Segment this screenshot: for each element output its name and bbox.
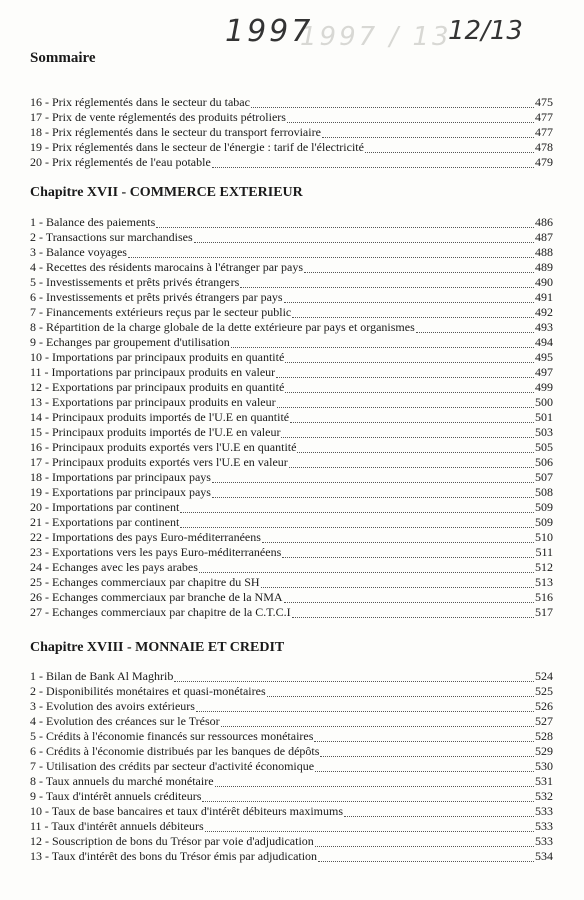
toc-entry — [30, 530, 553, 545]
toc-entry-title: 3 - Evolution des avoirs extérieurs — [30, 699, 195, 713]
toc-entry — [30, 275, 553, 290]
dot-leader — [174, 672, 534, 682]
toc-entry-page: 508 — [535, 485, 553, 499]
toc-entry — [30, 575, 553, 590]
toc-entry — [30, 669, 553, 684]
toc-entry-title: 11 - Taux d'intérêt annuels débiteurs — [30, 819, 204, 833]
toc-entry-title: 19 - Prix réglementés dans le secteur de l'énergie : tarif de l'électricité — [30, 140, 364, 154]
toc-entry — [30, 155, 553, 170]
toc-entry-title: 16 - Prix réglementés dans le secteur du tabac — [30, 95, 250, 109]
toc-entry — [30, 515, 553, 530]
dot-leader — [315, 837, 534, 847]
chapter-heading-monnaie: Chapitre XVIII - MONNAIE ET CREDIT — [30, 640, 285, 655]
toc-entry-page: 491 — [535, 290, 553, 304]
toc-entry — [30, 819, 553, 834]
toc-entry-title: 23 - Exportations vers les pays Euro-méditerranéens — [30, 545, 282, 559]
toc-entry-page: 528 — [535, 729, 553, 743]
toc-entry-title: 20 - Prix réglementés de l'eau potable — [30, 155, 211, 169]
toc-entry-title: 27 - Echanges commerciaux par chapitre de la C.T.C.I — [30, 605, 291, 619]
toc-entry — [30, 215, 553, 230]
page-title: Sommaire — [30, 50, 96, 66]
toc-entry-title: 18 - Prix réglementés dans le secteur du transport ferroviaire — [30, 125, 321, 139]
toc-entry-page: 507 — [535, 470, 553, 484]
toc-entry-page: 526 — [535, 699, 553, 713]
toc-entry-page: 530 — [535, 759, 553, 773]
bleed-through-marks: 1997 / 13 — [300, 22, 452, 52]
toc-entry — [30, 260, 553, 275]
toc-entry-title: 6 - Crédits à l'économie distribués par les banques de dépôts — [30, 744, 320, 758]
chapter-heading-commerce: Chapitre XVII - COMMERCE EXTERIEUR — [30, 185, 303, 200]
toc-entry — [30, 774, 553, 789]
handwritten-year: 1997 — [225, 14, 314, 49]
toc-entry-title: 1 - Bilan de Bank Al Maghrib — [30, 669, 174, 683]
toc-entry — [30, 440, 553, 455]
toc-entry-page: 532 — [535, 789, 553, 803]
toc-entry-page: 486 — [535, 215, 553, 229]
toc-entry — [30, 395, 553, 410]
toc-entry-page: 534 — [535, 849, 553, 863]
toc-entry-page: 509 — [535, 500, 553, 514]
toc-entry-title: 7 - Financements extérieurs reçus par le secteur public — [30, 305, 292, 319]
toc-entry — [30, 834, 553, 849]
toc-entry — [30, 605, 553, 620]
toc-list-prices — [30, 95, 553, 170]
toc-entry-title: 5 - Crédits à l'économie financés sur ressources monétaires — [30, 729, 314, 743]
toc-entry-title: 3 - Balance voyages — [30, 245, 127, 259]
dot-leader — [231, 338, 534, 348]
toc-entry — [30, 590, 553, 605]
dot-leader — [292, 308, 534, 318]
dot-leader — [289, 458, 534, 468]
toc-entry-page: 475 — [535, 95, 553, 109]
toc-entry — [30, 350, 553, 365]
dot-leader — [344, 807, 534, 817]
toc-entry — [30, 125, 553, 140]
toc-entry — [30, 455, 553, 470]
toc-entry-title: 20 - Importations par continent — [30, 500, 180, 514]
toc-entry-page: 527 — [535, 714, 553, 728]
toc-entry-page: 500 — [535, 395, 553, 409]
toc-entry-page: 533 — [535, 834, 553, 848]
toc-entry-page: 517 — [535, 605, 553, 619]
toc-entry-page: 524 — [535, 669, 553, 683]
toc-entry-page: 490 — [535, 275, 553, 289]
dot-leader — [221, 717, 534, 727]
dot-leader — [322, 128, 534, 138]
dot-leader — [284, 293, 534, 303]
toc-entry-title: 24 - Echanges avec les pays arabes — [30, 560, 198, 574]
toc-entry-title: 15 - Principaux produits importés de l'U.E en valeur — [30, 425, 281, 439]
toc-entry-page: 529 — [535, 744, 553, 758]
toc-entry-page: 513 — [535, 575, 553, 589]
dot-leader — [128, 248, 534, 258]
toc-entry — [30, 380, 553, 395]
toc-entry-title: 9 - Echanges par groupement d'utilisation — [30, 335, 230, 349]
toc-entry-page: 516 — [535, 590, 553, 604]
toc-entry — [30, 365, 553, 380]
toc-entry-title: 13 - Exportations par principaux produits en valeur — [30, 395, 276, 409]
toc-list-commerce — [30, 215, 553, 620]
dot-leader — [416, 323, 534, 333]
toc-entry-title: 10 - Importations par principaux produits en quantité — [30, 350, 285, 364]
toc-entry-page: 479 — [535, 155, 553, 169]
dot-leader — [251, 98, 534, 108]
toc-entry-title: 9 - Taux d'intérêt annuels créditeurs — [30, 789, 202, 803]
dot-leader — [314, 732, 534, 742]
toc-entry-title: 21 - Exportations par continent — [30, 515, 180, 529]
toc-entry-title: 4 - Recettes des résidents marocains à l'étranger par pays — [30, 260, 304, 274]
dot-leader — [304, 263, 534, 273]
toc-entry-title: 4 - Evolution des créances sur le Trésor — [30, 714, 220, 728]
toc-entry-page: 487 — [535, 230, 553, 244]
dot-leader — [205, 822, 534, 832]
toc-entry — [30, 699, 553, 714]
toc-entry — [30, 804, 553, 819]
toc-entry-title: 11 - Importations par principaux produits en valeur — [30, 365, 276, 379]
toc-entry — [30, 729, 553, 744]
toc-entry — [30, 500, 553, 515]
toc-entry — [30, 110, 553, 125]
toc-entry-title: 12 - Souscription de bons du Trésor par voie d'adjudication — [30, 834, 314, 848]
toc-entry-page: 512 — [535, 560, 553, 574]
toc-entry — [30, 744, 553, 759]
dot-leader — [276, 368, 534, 378]
dot-leader — [285, 353, 534, 363]
toc-entry-title: 17 - Prix de vente réglementés des produits pétroliers — [30, 110, 286, 124]
toc-entry — [30, 470, 553, 485]
toc-entry-page: 525 — [535, 684, 553, 698]
toc-entry — [30, 245, 553, 260]
toc-entry-title: 8 - Répartition de la charge globale de la dette extérieure par pays et organismes — [30, 320, 415, 334]
toc-entry-page: 511 — [535, 545, 553, 559]
dot-leader — [290, 413, 534, 423]
dot-leader — [315, 762, 534, 772]
dot-leader — [297, 443, 534, 453]
toc-entry-title: 16 - Principaux produits exportés vers l'U.E en quantité — [30, 440, 297, 454]
toc-entry — [30, 849, 553, 864]
toc-list-monnaie — [30, 669, 553, 864]
toc-entry-page: 497 — [535, 365, 553, 379]
toc-entry — [30, 759, 553, 774]
toc-entry-title: 19 - Exportations par principaux pays — [30, 485, 211, 499]
toc-entry — [30, 335, 553, 350]
toc-entry-title: 26 - Echanges commerciaux par branche de la NMA — [30, 590, 283, 604]
dot-leader — [320, 747, 534, 757]
toc-entry — [30, 485, 553, 500]
dot-leader — [318, 852, 534, 862]
toc-entry-page: 489 — [535, 260, 553, 274]
toc-entry-page: 503 — [535, 425, 553, 439]
dot-leader — [212, 488, 534, 498]
dot-leader — [180, 518, 534, 528]
toc-entry-title: 22 - Importations des pays Euro-méditerranéens — [30, 530, 261, 544]
toc-entry — [30, 425, 553, 440]
toc-entry-title: 25 - Echanges commerciaux par chapitre du SH — [30, 575, 260, 589]
dot-leader — [199, 563, 534, 573]
toc-entry-title: 13 - Taux d'intérêt des bons du Trésor émis par adjudication — [30, 849, 318, 863]
toc-entry-page: 493 — [535, 320, 553, 334]
toc-entry — [30, 305, 553, 320]
toc-entry — [30, 320, 553, 335]
toc-entry — [30, 140, 553, 155]
toc-entry — [30, 789, 553, 804]
toc-entry-page: 495 — [535, 350, 553, 364]
toc-entry-title: 18 - Importations par principaux pays — [30, 470, 211, 484]
toc-entry-page: 492 — [535, 305, 553, 319]
toc-entry-page: 478 — [535, 140, 553, 154]
toc-entry-title: 17 - Principaux produits exportés vers l'U.E en valeur — [30, 455, 288, 469]
dot-leader — [202, 792, 534, 802]
toc-entry-title: 14 - Principaux produits importés de l'U.E en quantité — [30, 410, 290, 424]
dot-leader — [240, 278, 534, 288]
dot-leader — [262, 533, 534, 543]
toc-entry — [30, 95, 553, 110]
toc-entry-title: 2 - Disponibilités monétaires et quasi-monétaires — [30, 684, 266, 698]
toc-entry-page: 510 — [535, 530, 553, 544]
toc-entry-page: 509 — [535, 515, 553, 529]
toc-entry-title: 7 - Utilisation des crédits par secteur d'activité économique — [30, 759, 315, 773]
dot-leader — [267, 687, 534, 697]
toc-entry-title: 1 - Balance des paiements — [30, 215, 156, 229]
toc-entry-page: 501 — [535, 410, 553, 424]
toc-entry — [30, 230, 553, 245]
dot-leader — [284, 593, 534, 603]
toc-entry-page: 477 — [535, 110, 553, 124]
handwritten-page-number: 12/13 — [448, 16, 523, 46]
toc-entry-page: 533 — [535, 804, 553, 818]
dot-leader — [261, 578, 534, 588]
dot-leader — [285, 383, 534, 393]
dot-leader — [180, 503, 534, 513]
dot-leader — [287, 113, 534, 123]
dot-leader — [212, 473, 534, 483]
toc-entry-page: 494 — [535, 335, 553, 349]
toc-entry-page: 499 — [535, 380, 553, 394]
toc-entry-page: 533 — [535, 819, 553, 833]
toc-entry-page: 477 — [535, 125, 553, 139]
toc-entry-page: 531 — [535, 774, 553, 788]
dot-leader — [277, 398, 534, 408]
dot-leader — [292, 608, 534, 618]
toc-entry-title: 10 - Taux de base bancaires et taux d'intérêt débiteurs maximums — [30, 804, 344, 818]
toc-entry-title: 6 - Investissements et prêts privés étrangers par pays — [30, 290, 283, 304]
toc-entry-title: 5 - Investissements et prêts privés étrangers — [30, 275, 240, 289]
dot-leader — [212, 158, 534, 168]
dot-leader — [196, 702, 534, 712]
toc-entry-title: 8 - Taux annuels du marché monétaire — [30, 774, 214, 788]
dot-leader — [156, 218, 534, 228]
toc-entry-page: 506 — [535, 455, 553, 469]
toc-entry — [30, 545, 553, 560]
toc-entry — [30, 410, 553, 425]
dot-leader — [282, 548, 534, 558]
toc-entry-title: 2 - Transactions sur marchandises — [30, 230, 193, 244]
toc-entry — [30, 290, 553, 305]
toc-entry — [30, 560, 553, 575]
toc-entry-page: 488 — [535, 245, 553, 259]
toc-entry-title: 12 - Exportations par principaux produits en quantité — [30, 380, 285, 394]
dot-leader — [194, 233, 534, 243]
dot-leader — [365, 143, 534, 153]
toc-entry-page: 505 — [535, 440, 553, 454]
toc-entry — [30, 684, 553, 699]
dot-leader — [215, 777, 534, 787]
toc-entry — [30, 714, 553, 729]
dot-leader — [281, 428, 534, 438]
